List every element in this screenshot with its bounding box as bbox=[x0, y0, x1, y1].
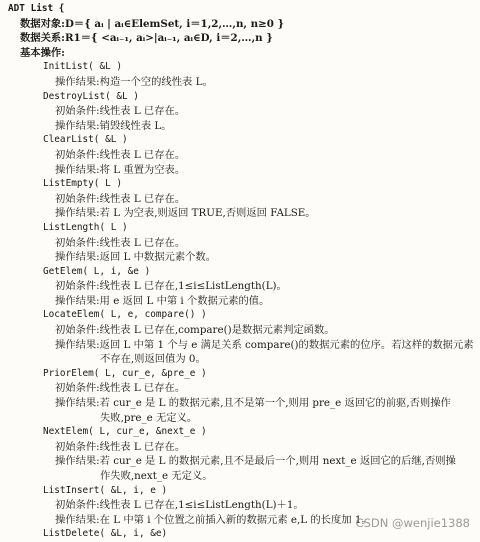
operations-list bbox=[8, 60, 476, 542]
operation-signature: LocateElem( L, e, compare() ) bbox=[43, 309, 207, 321]
basic-ops-heading: 基本操作: bbox=[20, 46, 65, 59]
operation-description: 初始条件:线性表 L 已存在。 bbox=[55, 440, 186, 453]
operation-description: 操作结果:若 cur_e 是 L 的数据元素,且不是最后一个,则用 next_e 返回它的后继,否则操 bbox=[55, 455, 456, 468]
operation-description: 初始条件:线性表 L 已存在,1≤i≤ListLength(L)＋1。 bbox=[55, 499, 304, 512]
operation-description: 操作结果:返回 L 中第 1 个与 e 满足关系 compare()的数据元素的位序。若这样的数据元素 bbox=[55, 338, 474, 351]
operation-signature: InitList( &L ) bbox=[43, 61, 123, 73]
operation-signature: ListEmpty( L ) bbox=[43, 178, 123, 190]
operation-description: 操作结果:销毁线性表 L。 bbox=[55, 119, 172, 132]
operation-description: 操作结果:若 L 为空表,则返回 TRUE,否则返回 FALSE。 bbox=[55, 207, 316, 220]
operation-description: 初始条件:线性表 L 已存在,1≤i≤ListLength(L)。 bbox=[55, 280, 287, 293]
operation-description: 初始条件:线性表 L 已存在。 bbox=[55, 148, 186, 161]
operation-signature: GetElem( L, i, &e ) bbox=[43, 265, 151, 277]
data-object-line: 数据对象:D＝{ aᵢ | aᵢ∈ElemSet, i＝1,2,…,n, n≥0 } bbox=[20, 17, 285, 30]
operation-signature: ListLength( L ) bbox=[43, 221, 128, 233]
operation-description: 操作结果:若 cur_e 是 L 的数据元素,且不是第一个,则用 pre_e 返回它的前驱,否则操作 bbox=[55, 397, 451, 410]
operation-description: 操作结果:返回 L 中数据元素个数。 bbox=[55, 251, 217, 264]
operation-signature: NextElem( L, cur_e, &next_e ) bbox=[43, 426, 207, 438]
operation-description: 初始条件:线性表 L 已存在。 bbox=[55, 105, 186, 118]
operation-signature: DestroyList( &L ) bbox=[43, 90, 139, 102]
operation-signature: ListDelete( &L, i, &e) bbox=[43, 528, 168, 540]
operation-signature: PriorElem( L, cur_e, &pre_e ) bbox=[43, 367, 207, 379]
operation-description: 不存在,则返回值为 0。 bbox=[100, 353, 206, 366]
operation-description: 操作结果:在 L 中第 i 个位置之前插入新的数据元素 e,L 的长度加 1。 bbox=[55, 513, 372, 526]
operation-description: 初始条件:线性表 L 已存在。 bbox=[55, 382, 186, 395]
operation-description: 初始条件:线性表 L 已存在。 bbox=[55, 192, 186, 205]
operation-signature: ClearList( &L ) bbox=[43, 134, 128, 146]
adt-document bbox=[8, 2, 476, 542]
operation-description: 操作结果:用 e 返回 L 中第 i 个数据元素的值。 bbox=[55, 294, 270, 307]
adt-title: ADT List { bbox=[8, 3, 65, 14]
data-relation-line: 数据关系:R1＝{ <aᵢ₋₁, aᵢ>|aᵢ₋₁, aᵢ∈D, i＝2,…,n } bbox=[20, 32, 273, 45]
operation-description: 操作结果:将 L 重置为空表。 bbox=[55, 163, 186, 176]
operation-description: 初始条件:线性表 L 已存在,compare()是数据元素判定函数。 bbox=[55, 324, 335, 337]
operation-description: 初始条件:线性表 L 已存在。 bbox=[55, 236, 186, 249]
operation-signature: ListInsert( &L, i, e ) bbox=[43, 484, 168, 496]
operation-description: 失败,pre_e 无定义。 bbox=[100, 411, 198, 424]
operation-description: 作失败,next_e 无定义。 bbox=[100, 470, 213, 482]
operation-description: 操作结果:构造一个空的线性表 L。 bbox=[55, 75, 213, 88]
watermark: CSDN @wenjie1388 bbox=[355, 516, 470, 530]
